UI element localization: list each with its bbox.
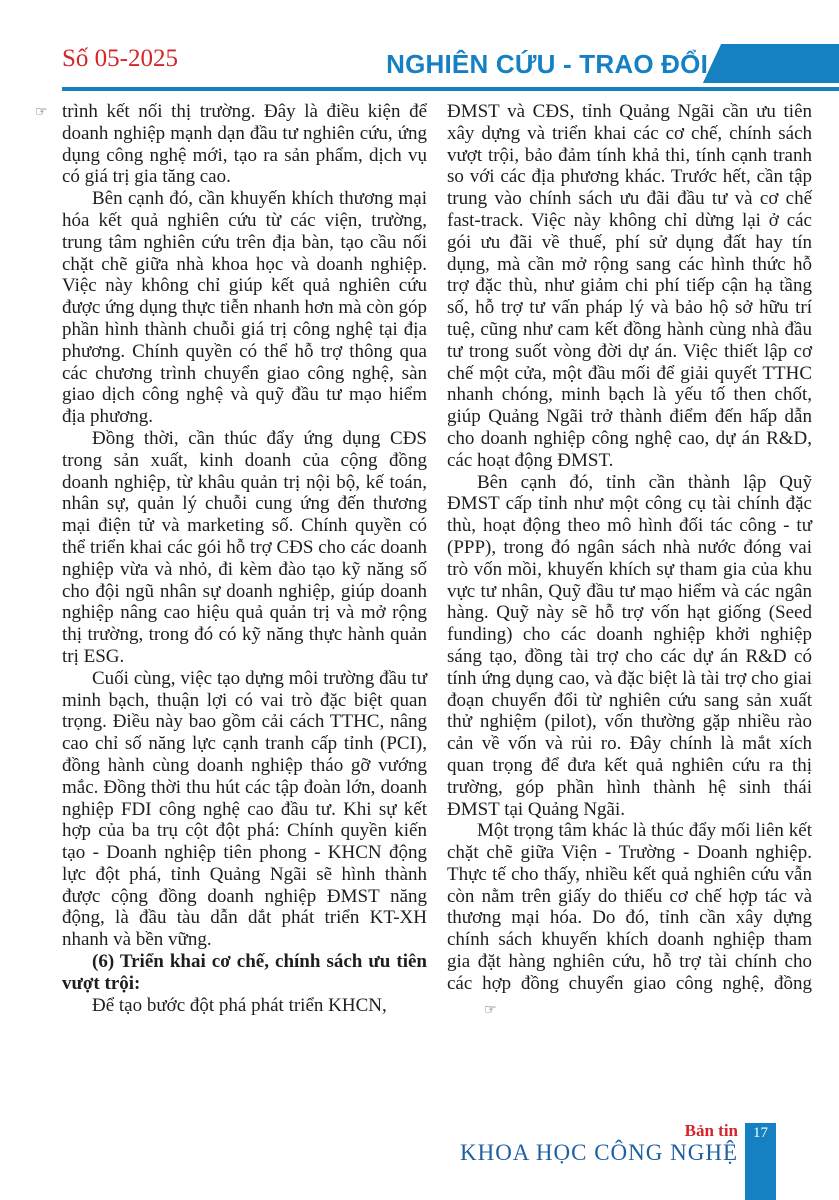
- article-body: [35, 101, 812, 1018]
- continuation-hand-icon: ☞: [35, 104, 48, 120]
- right-column: [447, 101, 812, 1018]
- paragraph-continued: [35, 101, 427, 188]
- continuation-hand-icon: ☞: [484, 1001, 497, 1018]
- section-title: NGHIÊN CỨU - TRAO ĐỔI: [386, 49, 708, 79]
- left-column: [35, 101, 427, 1018]
- bulletin-title: KHOA HỌC CÔNG NGHỆ: [459, 1140, 738, 1165]
- paragraph: [447, 820, 812, 1018]
- paragraph-text: Một trọng tâm khác là thúc đẩy mối liên kết chặt chẽ giữa Viện - Trường - Doanh nghiệp. Thực tế cho thấy, nhiều kết quả nghiên cứu vẫn còn nằm trên giấy do thiếu cơ chế hợp tác và thương mại hóa. Do đó, tỉnh cần xây dựng chính sách khuyến khích doanh nghiệp tham gia đặt hàng nghiên cứu, hỗ trợ tài chính cho các hợp đồng chuyển giao công nghệ, đồng: [447, 820, 812, 994]
- subsection-heading: (6) Triển khai cơ chế, chính sách ưu tiên vượt trội:: [62, 951, 427, 994]
- issue-number: Số 05-2025: [62, 45, 178, 72]
- paragraph: Đồng thời, cần thúc đẩy ứng dụng CĐS trong sản xuất, kinh doanh của cộng đồng doanh nghiệp, từ khâu quản trị nội bộ, kế toán, nhân sự, quản lý chuỗi cung ứng đến thương mại điện tử và marketing số. Chính quyền có thể triển khai các gói hỗ trợ CĐS cho các doanh nghiệp vừa và nhỏ, đi kèm đào tạo kỹ năng số cho đội ngũ nhân sự doanh nghiệp, giúp doanh nghiệp nâng cao hiệu quả quản trị và mở rộng thị trường, trong đó có kỹ năng thực hành quản trị ESG.: [62, 427, 427, 667]
- paragraph-continued: ĐMST và CĐS, tỉnh Quảng Ngãi cần ưu tiên xây dựng và triển khai các cơ chế, chính sách vượt trội, bảo đảm tính khả thi, tính cạnh tranh so với các địa phương khác. Trước hết, cần tập trung vào chính sách ưu đãi đầu tư và cơ chế fast-track. Việc này không chỉ dừng lại ở các gói ưu đãi về thuế, phí sử dụng đất hay tín dụng, mà cần mở rộng sang các hình thức hỗ trợ đặc thù, như giảm chi phí tiếp cận hạ tầng số, hỗ trợ tư vấn pháp lý và bảo hộ sở hữu trí tuệ, cũng như cam kết đồng hành cùng nhà đầu tư trong suốt vòng đời dự án. Việc thiết lập cơ chế một cửa, một đầu mối để giải quyết TTHC nhanh chóng, minh bạch là yếu tố then chốt, giúp Quảng Ngãi trở thành điểm đến hấp dẫn cho doanh nghiệp công nghệ cao, dự án R&D, các hoạt động ĐMST.: [447, 101, 812, 471]
- footer-bulletin: [460, 1121, 738, 1166]
- paragraph: Bên cạnh đó, tỉnh cần thành lập Quỹ ĐMST cấp tỉnh như một công cụ tài chính đặc thù, hoạt động theo mô hình đối tác công - tư (PPP), trong đó ngân sách nhà nước đóng vai trò vốn mồi, khuyến khích sự tham gia của khu vực tư nhân, Quỹ đầu tư mạo hiểm và các ngân hàng. Quỹ này sẽ hỗ trợ vốn hạt giống (Seed funding) cho các doanh nghiệp khởi nghiệp sáng tạo, đồng tài trợ cho các dự án R&D có tính ứng dụng cao, và đặc biệt là tài trợ cho giai đoạn chuyển đổi từ nghiên cứu sang sản xuất thử nghiệm (pilot), vốn thường gặp nhiều rào cản về vốn và rủi ro. Đây chính là mắt xích quan trọng để đưa kết quả nghiên cứu ra thị trường, góp phần hình thành hệ sinh thái ĐMST tại Quảng Ngãi.: [447, 471, 812, 820]
- bulletin-label: Bản tin: [684, 1121, 738, 1140]
- paragraph: Để tạo bước đột phá phát triển KHCN,: [92, 994, 387, 1016]
- page-number: 17: [753, 1125, 768, 1141]
- paragraph-text: trình kết nối thị trường. Đây là điều kiện để doanh nghiệp mạnh dạn đầu tư nghiên cứu, ứng dụng công nghệ mới, tạo ra sản phẩm, dịch vụ có giá trị gia tăng cao.: [62, 101, 427, 188]
- header-rule: [62, 87, 839, 91]
- header-banner-shape: [703, 44, 839, 83]
- paragraph: Bên cạnh đó, cần khuyến khích thương mại hóa kết quả nghiên cứu từ các viện, trường, trung tâm nghiên cứu trên địa bàn, tạo cầu nối chặt chẽ giữa nhà khoa học và doanh nghiệp. Việc này không chỉ giúp kết quả nghiên cứu được ứng dụng thực tiễn nhanh hơn mà còn góp phần hình thành chuỗi giá trị công nghệ tại địa phương. Chính quyền có thể hỗ trợ thông qua các chương trình chuyển giao công nghệ, sàn giao dịch công nghệ và quỹ đầu tư mạo hiểm địa phương.: [62, 188, 427, 428]
- paragraph: Cuối cùng, việc tạo dựng môi trường đầu tư minh bạch, thuận lợi có vai trò đặc biệt quan trọng. Điều này bao gồm cải cách TTHC, nâng cao chỉ số năng lực cạnh tranh cấp tỉnh (PCI), đồng hành cùng doanh nghiệp tháo gỡ vướng mắc. Đồng thời thu hút các tập đoàn lớn, doanh nghiệp FDI công nghệ cao đầu tư. Khi sự kết hợp của ba trụ cột đột phá: Chính quyền kiến tạo - Doanh nghiệp tiên phong - KHCN động lực đột phá, tỉnh Quảng Ngãi sẽ hình thành được cộng đồng doanh nghiệp ĐMST năng động, là đầu tàu dẫn dắt phát triển KT-XH nhanh và bền vững.: [62, 667, 427, 951]
- page-number-bar: [745, 1123, 776, 1200]
